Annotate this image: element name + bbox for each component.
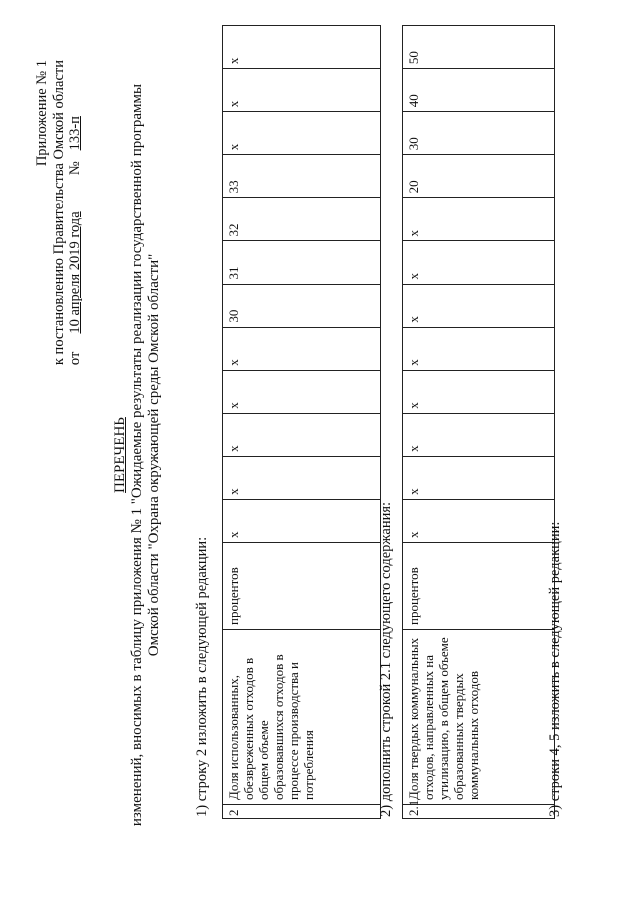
value-cell: х bbox=[223, 26, 381, 69]
value-cell: х bbox=[403, 198, 555, 241]
row-unit: процентов bbox=[223, 543, 381, 630]
appendix-line1: Приложение № 1 bbox=[34, 60, 50, 167]
value-cell: 20 bbox=[403, 155, 555, 198]
value-cell: х bbox=[223, 499, 381, 542]
table-row-2-1 bbox=[402, 25, 555, 819]
title-heading: ПЕРЕЧЕНЬ bbox=[112, 417, 128, 493]
title-line2: Омской области "Охрана окружающей среды Омской области" bbox=[146, 253, 162, 657]
row-number: 2 bbox=[223, 805, 381, 819]
value-cell: 33 bbox=[223, 155, 381, 198]
value-cell: х bbox=[403, 413, 555, 456]
appendix-line3 bbox=[67, 60, 84, 365]
value-cell: 40 bbox=[403, 69, 555, 112]
row-unit: процентов bbox=[403, 543, 555, 630]
row-name: Доля использованных, обезвреженных отходов в общем объеме образовавшихся отходов в процессе производства и потребления bbox=[223, 630, 381, 805]
item-1-text: 1) строку 2 изложить в следующей редакции: bbox=[194, 536, 210, 817]
row-name: Доля твердых коммунальных отходов, направленных на утилизацию, в общем объеме образованных твердых коммунальных отходов bbox=[403, 630, 555, 805]
appendix-line2: к постановлению Правительства Омской области bbox=[50, 60, 67, 366]
value-cell: х bbox=[223, 112, 381, 155]
appendix-number-label: № bbox=[67, 161, 83, 176]
document-title bbox=[112, 65, 163, 845]
item-2-text: 2) дополнить строкой 2.1 следующего содержания: bbox=[378, 501, 394, 817]
value-cell: х bbox=[403, 284, 555, 327]
value-cell: х bbox=[403, 241, 555, 284]
value-cell: х bbox=[403, 456, 555, 499]
value-cell: х bbox=[223, 69, 381, 112]
value-cell: 50 bbox=[403, 26, 555, 69]
title-line1: изменений, вносимых в таблицу приложения № 1 "Ожидаемые результаты реализации государственной программы bbox=[129, 83, 145, 827]
value-cell: х bbox=[223, 413, 381, 456]
row-number: 2.1 bbox=[403, 805, 555, 819]
item-3-text: 3) строки 4, 5 изложить в следующей редакции: bbox=[547, 521, 563, 817]
table-row-2 bbox=[222, 25, 381, 819]
value-cell: х bbox=[223, 370, 381, 413]
value-cell: х bbox=[403, 499, 555, 542]
value-cell: х bbox=[403, 370, 555, 413]
appendix-block bbox=[34, 60, 84, 365]
value-cell: х bbox=[403, 327, 555, 370]
value-cell: 32 bbox=[223, 198, 381, 241]
appendix-from-label: от bbox=[67, 351, 83, 366]
appendix-date: 10 апреля 2019 года bbox=[67, 211, 83, 334]
appendix-number: 133-п bbox=[67, 116, 83, 151]
value-cell: х bbox=[223, 456, 381, 499]
value-cell: 30 bbox=[223, 284, 381, 327]
value-cell: х bbox=[223, 327, 381, 370]
value-cell: 30 bbox=[403, 112, 555, 155]
value-cell: 31 bbox=[223, 241, 381, 284]
